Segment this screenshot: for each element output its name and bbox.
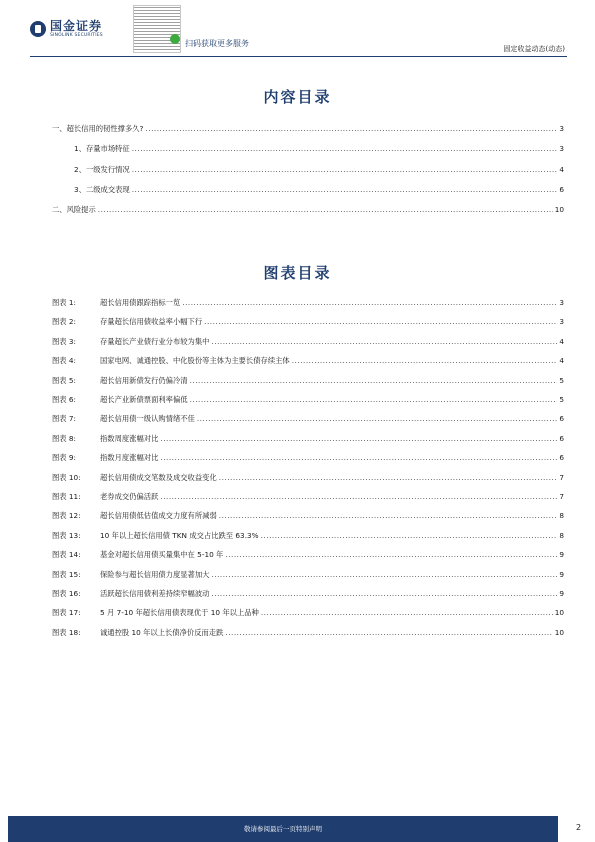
figure-item-prefix: 图表 18: [52,627,81,637]
figure-item-prefix: 图表 2: [52,317,77,327]
toc-item-page: 4 [559,165,564,174]
figure-item-page: 10 [554,608,564,618]
leader-dots [261,531,558,540]
figure-item-label: 超长信用债跟踪指标一览 [100,298,181,307]
toc-item-label: 2、一级发行情况 [74,165,130,174]
leader-dots [132,185,558,194]
figure-item-label: 5 月 7-10 年超长信用债表现优于 10 年以上品种 [100,608,259,618]
figure-item-prefix: 图表 11: [52,492,81,501]
leader-dots [145,124,557,133]
figure-item-label: 超长信用新债发行仍偏冷清 [100,375,188,385]
figure-item[interactable] [52,395,564,405]
leader-dots [204,317,557,326]
figure-item-label: 指数月度涨幅对比 [100,453,159,463]
leader-dots [132,144,558,153]
figure-item-prefix: 图表 1: [52,298,77,307]
page-number: 2 [576,823,582,832]
figure-item-label: 10 年以上超长信用债 TKN 成交占比跌至 63.3% [100,530,259,540]
figure-item-page: 3 [559,317,564,327]
leader-dots [98,205,553,214]
figure-item-page: 4 [559,356,564,366]
figure-item-prefix: 图表 12: [52,511,81,521]
figure-item-page: 10 [554,627,564,637]
figure-item-page: 4 [559,336,564,346]
figure-item-prefix: 图表 4: [52,356,77,366]
leader-dots [197,414,557,423]
figure-item[interactable] [52,608,564,618]
figure-item-label: 超长信用债低估值成交力度有所减弱 [100,511,217,521]
leader-dots [160,453,557,462]
figure-item-prefix: 图表 15: [52,569,81,579]
figure-item[interactable] [52,492,564,502]
figure-item-prefix: 图表 5: [52,375,77,385]
figure-item-label: 存量超长产业债行业分布较为集中 [100,336,210,346]
footer-disclaimer[interactable]: 敬请参阅最后一页特别声明 [244,825,322,833]
figure-item[interactable] [52,570,564,580]
figure-item-label: 老券成交仍偏活跃 [100,492,159,501]
toc-item-label: 一、超长信用的韧性撑多久? [52,124,144,133]
figure-item[interactable] [52,376,564,386]
figures-title: 图表目录 [263,264,332,282]
toc-item-page: 3 [559,144,564,153]
leader-dots [211,337,557,346]
toc-item-page: 6 [559,185,564,194]
toc-item[interactable] [52,124,564,134]
report-type: 固定收益动态(动态) [503,45,565,53]
figure-item-prefix: 图表 13: [52,530,81,540]
figure-item-page: 5 [559,395,564,404]
logo-en-text: SINOLINK SECURITIES [50,33,103,38]
figure-item-label: 超长产业新债票面利率偏低 [100,395,188,404]
figure-item[interactable] [52,453,564,463]
figure-item-label: 指数周度涨幅对比 [100,433,159,443]
figure-item[interactable] [52,550,564,560]
figure-item-page: 6 [559,433,564,443]
toc-item-label: 二、风险提示 [52,205,96,214]
figure-item-page: 5 [559,375,564,385]
figure-item-page: 8 [559,511,564,521]
leader-dots [219,473,558,482]
qr-caption: 扫码获取更多服务 [185,39,249,48]
toc-item[interactable] [74,144,564,154]
wechat-badge-icon [170,34,180,44]
figure-item[interactable] [52,473,564,483]
leader-dots [211,570,557,579]
figure-item-label: 存量超长信用债收益率小幅下行 [100,317,203,327]
figure-item-label: 国家电网、诚通控股、中化股份等主体为主要长债存续主体 [100,356,290,366]
figure-item-prefix: 图表 6: [52,395,77,404]
figure-item-label: 超长信用债成交笔数及成交收益变化 [100,472,217,482]
toc-item-page: 10 [554,205,564,214]
leader-dots [190,376,558,385]
company-logo [30,20,103,39]
figure-item-prefix: 图表 14: [52,550,81,560]
figure-item-label: 基金对超长信用债买量集中在 5-10 年 [100,550,224,560]
leader-dots [225,628,552,637]
figure-item[interactable] [52,317,564,327]
figure-item-page: 6 [559,414,564,424]
figure-item[interactable] [52,414,564,424]
figure-item[interactable] [52,434,564,444]
figure-item[interactable] [52,531,564,541]
figure-item-page: 9 [559,569,564,579]
figure-item-label: 诚通控股 10 年以上长债净价反而走跌 [100,627,224,637]
figure-item[interactable] [52,298,564,308]
figure-item-prefix: 图表 7: [52,414,77,424]
leader-dots [225,550,557,559]
leader-dots [190,395,558,404]
toc-item-label: 3、二级成交表现 [74,185,130,194]
qr-code-icon[interactable] [133,5,181,53]
toc-item[interactable] [74,185,564,195]
figure-item-page: 6 [559,453,564,463]
figure-item[interactable] [52,511,564,521]
figure-item-page: 8 [559,530,564,540]
leader-dots [182,298,557,307]
page-header [0,0,595,60]
leader-dots [292,356,558,365]
leader-dots [211,589,557,598]
leader-dots [160,492,557,501]
leader-dots [160,434,557,443]
figure-item-prefix: 图表 16: [52,589,81,598]
figure-item-prefix: 图表 9: [52,453,77,463]
figure-item-label: 超长信用债一级认购情绪不佳 [100,414,195,424]
leader-dots [219,511,558,520]
figure-item-prefix: 图表 3: [52,336,77,346]
logo-mark-icon [30,21,46,37]
footer-bar [8,816,558,842]
leader-dots [261,608,553,617]
logo-cn-text: 国金证券 [50,19,103,33]
toc-item[interactable] [52,205,564,215]
figure-item-prefix: 图表 10: [52,472,81,482]
figure-item-page: 7 [559,492,564,501]
figure-item[interactable] [52,589,564,599]
figure-item-prefix: 图表 17: [52,608,81,618]
figure-item[interactable] [52,356,564,366]
figure-item[interactable] [52,628,564,638]
figure-item-prefix: 图表 8: [52,433,77,443]
toc-title: 内容目录 [263,88,332,106]
figure-item[interactable] [52,337,564,347]
toc-item-page: 3 [559,124,564,133]
figure-item-page: 3 [559,298,564,307]
toc-item-label: 1、存量市场特征 [74,144,130,153]
figure-item-page: 9 [559,589,564,598]
figure-item-label: 保险参与超长信用债力度显著加大 [100,569,210,579]
figure-item-label: 活跃超长信用债利差持续窄幅波动 [100,589,210,598]
toc-item[interactable] [74,165,564,175]
figure-item-page: 7 [559,472,564,482]
leader-dots [132,165,558,174]
figure-item-page: 9 [559,550,564,560]
header-divider [30,56,567,57]
